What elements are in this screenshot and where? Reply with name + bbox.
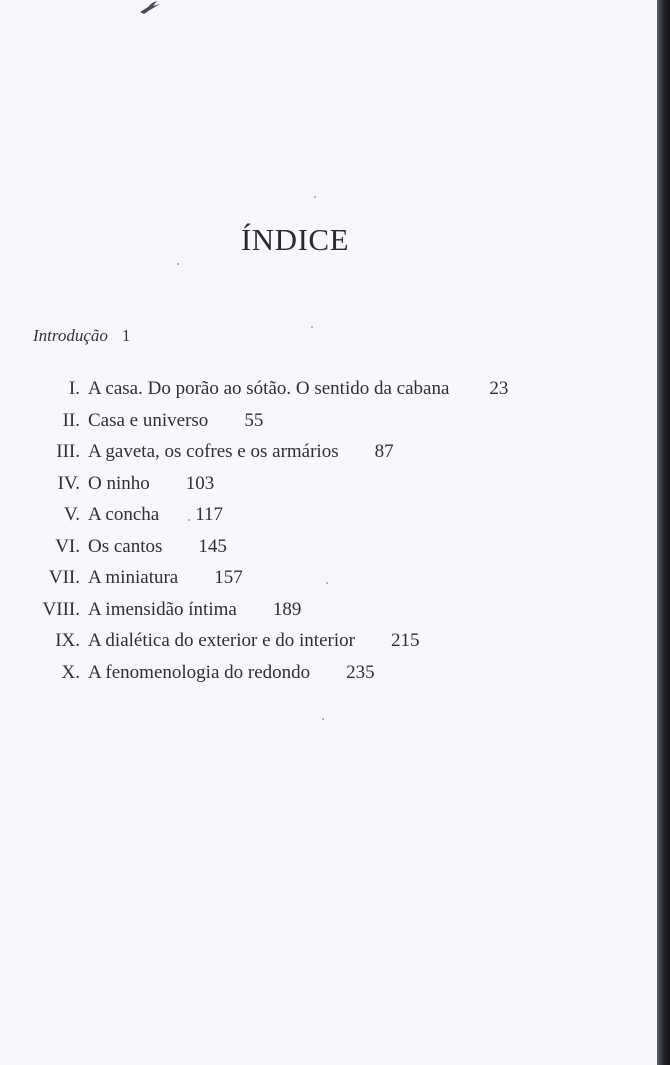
- chapter-entry: [88, 436, 394, 468]
- chapter-numeral: VII.: [48, 567, 80, 588]
- chapter-entry: [88, 405, 263, 437]
- chapter-title: A imensidão íntima: [88, 598, 237, 620]
- chapter-page-number: 117: [195, 504, 224, 525]
- chapter-entry: [88, 499, 223, 531]
- toc-introduction: [33, 326, 130, 346]
- chapter-title: A concha: [88, 504, 160, 525]
- chapter-title: A gaveta, os cofres e os armários: [88, 441, 339, 462]
- chapter-numeral: X.: [61, 661, 80, 683]
- toc-entry: [0, 657, 640, 689]
- chapter-title: A dialética do exterior e do interior: [88, 630, 355, 651]
- toc-entry: [0, 405, 640, 437]
- toc-entry: [0, 625, 640, 657]
- chapter-page-number: 145: [198, 535, 227, 557]
- introduction-page-number: 1: [121, 326, 131, 345]
- chapter-page-number: 55: [244, 409, 264, 431]
- page-title: ÍNDICE: [240, 222, 350, 257]
- chapter-page-number: 215: [390, 630, 420, 651]
- chapter-numeral: III.: [56, 441, 80, 462]
- chapter-numeral: IX.: [55, 630, 80, 651]
- chapter-numeral: I.: [68, 378, 80, 399]
- chapter-page-number: 103: [185, 472, 215, 494]
- chapter-numeral: VI.: [55, 535, 80, 557]
- chapter-title: Os cantos: [88, 535, 163, 557]
- chapter-entry: [88, 594, 301, 626]
- chapter-entry: [88, 562, 243, 594]
- chapter-title: Casa e universo: [88, 409, 209, 431]
- chapter-numeral: VIII.: [42, 598, 80, 620]
- chapter-entry: [88, 468, 214, 500]
- toc-entry: [0, 468, 640, 500]
- chapter-title: A casa. Do porão ao sótão. O sentido da cabana: [88, 378, 450, 399]
- toc-list: [0, 373, 640, 688]
- toc-entry: [0, 373, 640, 405]
- chapter-entry: [88, 657, 375, 689]
- chapter-page-number: 23: [489, 378, 509, 399]
- chapter-page-number: 189: [272, 598, 302, 620]
- ink-mark-icon: [138, 0, 162, 16]
- chapter-page-number: 157: [214, 567, 243, 588]
- chapter-title: O ninho: [88, 472, 150, 494]
- chapter-numeral: II.: [62, 409, 80, 431]
- paper-speck: [314, 196, 316, 198]
- chapter-entry: [88, 625, 419, 657]
- chapter-numeral: IV.: [57, 472, 80, 494]
- chapter-page-number: 87: [374, 441, 394, 462]
- toc-entry: [0, 436, 640, 468]
- chapter-title: A miniatura: [88, 567, 179, 588]
- book-spine-edge: [657, 0, 670, 1065]
- toc-entry: [0, 594, 640, 626]
- toc-entry: [0, 499, 640, 531]
- chapter-entry: [88, 373, 508, 405]
- chapter-numeral: V.: [63, 504, 80, 525]
- chapter-title: A fenomenologia do redondo: [88, 661, 311, 683]
- paper-speck: [311, 326, 313, 328]
- toc-entry: [0, 531, 640, 563]
- paper-speck: [322, 718, 324, 720]
- chapter-page-number: 235: [346, 661, 375, 683]
- paper-speck: [177, 263, 179, 265]
- introduction-label: Introdução: [33, 326, 108, 345]
- toc-entry: [0, 562, 640, 594]
- chapter-entry: [88, 531, 227, 563]
